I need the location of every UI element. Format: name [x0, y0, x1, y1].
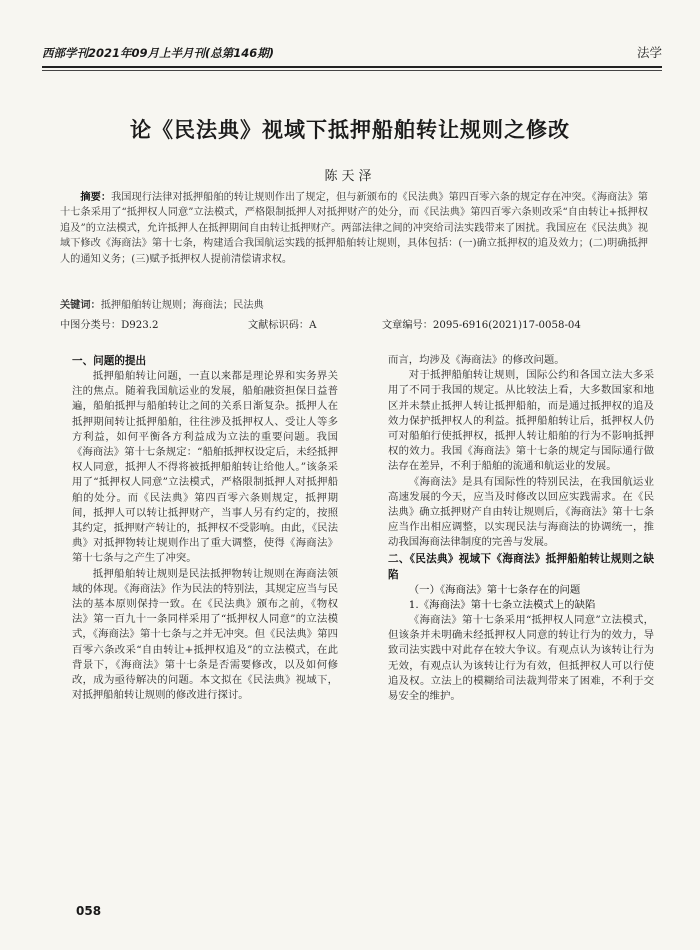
body-paragraph: 抵押船舶转让问题，一直以来都是理论界和实务界关注的焦点。随着我国航运业的发展，船舶融资担保日益普遍，船舶抵押与船舶转让之间的关系日渐复杂。抵押人在抵押期间转让抵押船舶，往往涉及抵押权人、受让人等多方利益，如何平衡各方利益成为立法的重要问题。我国《海商法》第十七条规定：“船舶抵押权设定后，未经抵押权人同意，抵押人不得将被抵押船舶转让给他人。”该条采用了“抵押权人同意”立法模式，严格限制抵押人对抵押船舶的处分。而《民法典》第四百零六条则规定，抵押期间，抵押人可以转让抵押财产，当事人另有约定的，按照其约定，抵押财产转让的，抵押权不受影响。由此，《民法典》对抵押物转让规则作出了重大调整，使得《海商法》第十七条与之产生了冲突。 — [72, 370, 338, 565]
journal-issue-line: 西部学刊2021年09月上半月刊(总第146期) — [42, 46, 275, 60]
header-rule-thin — [42, 70, 662, 71]
section-heading-1: 一、问题的提出 — [72, 355, 147, 367]
body-paragraph: 抵押船舶转让规则是民法抵押物转让规则在海商法领域的体现。《海商法》作为民法的特别法，其规定应当与民法的基本原则保持一致。在《民法典》颁布之前，《物权法》第一百九十一条同样采用了“抵押权人同意”的立法模式，《海商法》第十七条与之并无冲突。但《民法典》第四百零六条改采“自由转让+抵押权追及”的立法模式，在此背景下，《海商法》第十七条是否需要修改，以及如何修改，成为亟待解决的问题。本文拟在《民法典》视域下，对抵押船舶转让规则的修改进行探讨。 — [72, 567, 338, 702]
body-paragraph: 而言，均涉及《海商法》的修改问题。 — [388, 354, 565, 366]
left-column — [72, 353, 338, 703]
body-columns — [72, 353, 664, 893]
paper-author: 陈天泽 — [324, 169, 376, 184]
body-paragraph: 《海商法》第十七条采用“抵押权人同意”立法模式，但该条并未明确未经抵押权人同意的转让行为的效力，导致司法实践中对此存在较大争议。有观点认为该转让行为无效，有观点认为该转让行为有效，但抵押权人可以行使追及权。立法上的模糊给司法裁判带来了困难，不利于交易安全的维护。 — [388, 614, 654, 703]
section-label: 法学 — [636, 45, 662, 60]
paper-title: 论《民法典》视域下抵押船舶转让规则之修改 — [130, 117, 570, 142]
keywords-text: 抵押船舶转让规则；海商法；民法典 — [100, 300, 264, 311]
abstract-text: 我国现行法律对抵押船舶的转让规则作出了规定，但与新颁布的《民法典》第四百零六条的规定存在冲突。《海商法》第十七条采用了“抵押权人同意”立法模式，严格限制抵押人对抵押财产的处分，而《民法典》第四百零六条则改采“自由转让+抵押权追及”的立法模式，允许抵押人在抵押期间自由转让抵押财产。两部法律之间的冲突给司法实践带来了困扰。我国应在《民法典》视域下修改《海商法》第十七条，构建适合我国航运实践的抵押船舶转让规则，具体包括：(一)确立抵押权的追及效力；(二)明确抵押人的通知义务；(三)赋予抵押权人提前清偿请求权。 — [60, 192, 648, 265]
document-code: 文献标识码：A — [248, 320, 317, 331]
classification-line — [60, 318, 648, 333]
page-number: 058 — [76, 904, 102, 918]
running-header — [42, 44, 662, 62]
body-paragraph: 对于抵押船舶转让规则，国际公约和各国立法大多采用了不同于我国的规定。从比较法上看，大多数国家和地区并未禁止抵押人转让抵押船舶，而是通过抵押权的追及效力保护抵押权人的利益。抵押船舶转让后，抵押权人仍可对船舶行使抵押权，抵押人转让船舶的行为不影响抵押权的效力。我国《海商法》第十七条的规定与国际通行做法存在差异，不利于船舶的流通和航运业的发展。 — [388, 369, 654, 473]
subsubsection-heading: 1.《海商法》第十七条立法模式上的缺陷 — [408, 598, 596, 611]
header-rule — [42, 66, 662, 68]
clc-number: 中图分类号：D923.2 — [60, 320, 159, 331]
section-heading-2: 二、《民法典》视域下《海商法》抵押船舶转让规则之缺陷 — [388, 552, 654, 581]
keywords — [60, 298, 648, 313]
right-column — [388, 353, 654, 704]
body-paragraph: 《海商法》是具有国际性的特别民法，在我国航运业高速发展的今天，应当及时修改以回应实践需求。在《民法典》确立抵押财产自由转让规则后，《海商法》第十七条应当作出相应调整，以实现民法与海商法的协调统一，推动我国海商法律制度的完善与发展。 — [388, 475, 654, 549]
subsection-heading: （一）《海商法》第十七条存在的问题 — [408, 583, 581, 596]
abstract-label: 摘要： — [80, 191, 112, 203]
keywords-label: 关键词： — [60, 299, 101, 311]
abstract — [60, 190, 648, 267]
article-number: 文章编号：2095-6916(2021)17-0058-04 — [382, 320, 581, 331]
